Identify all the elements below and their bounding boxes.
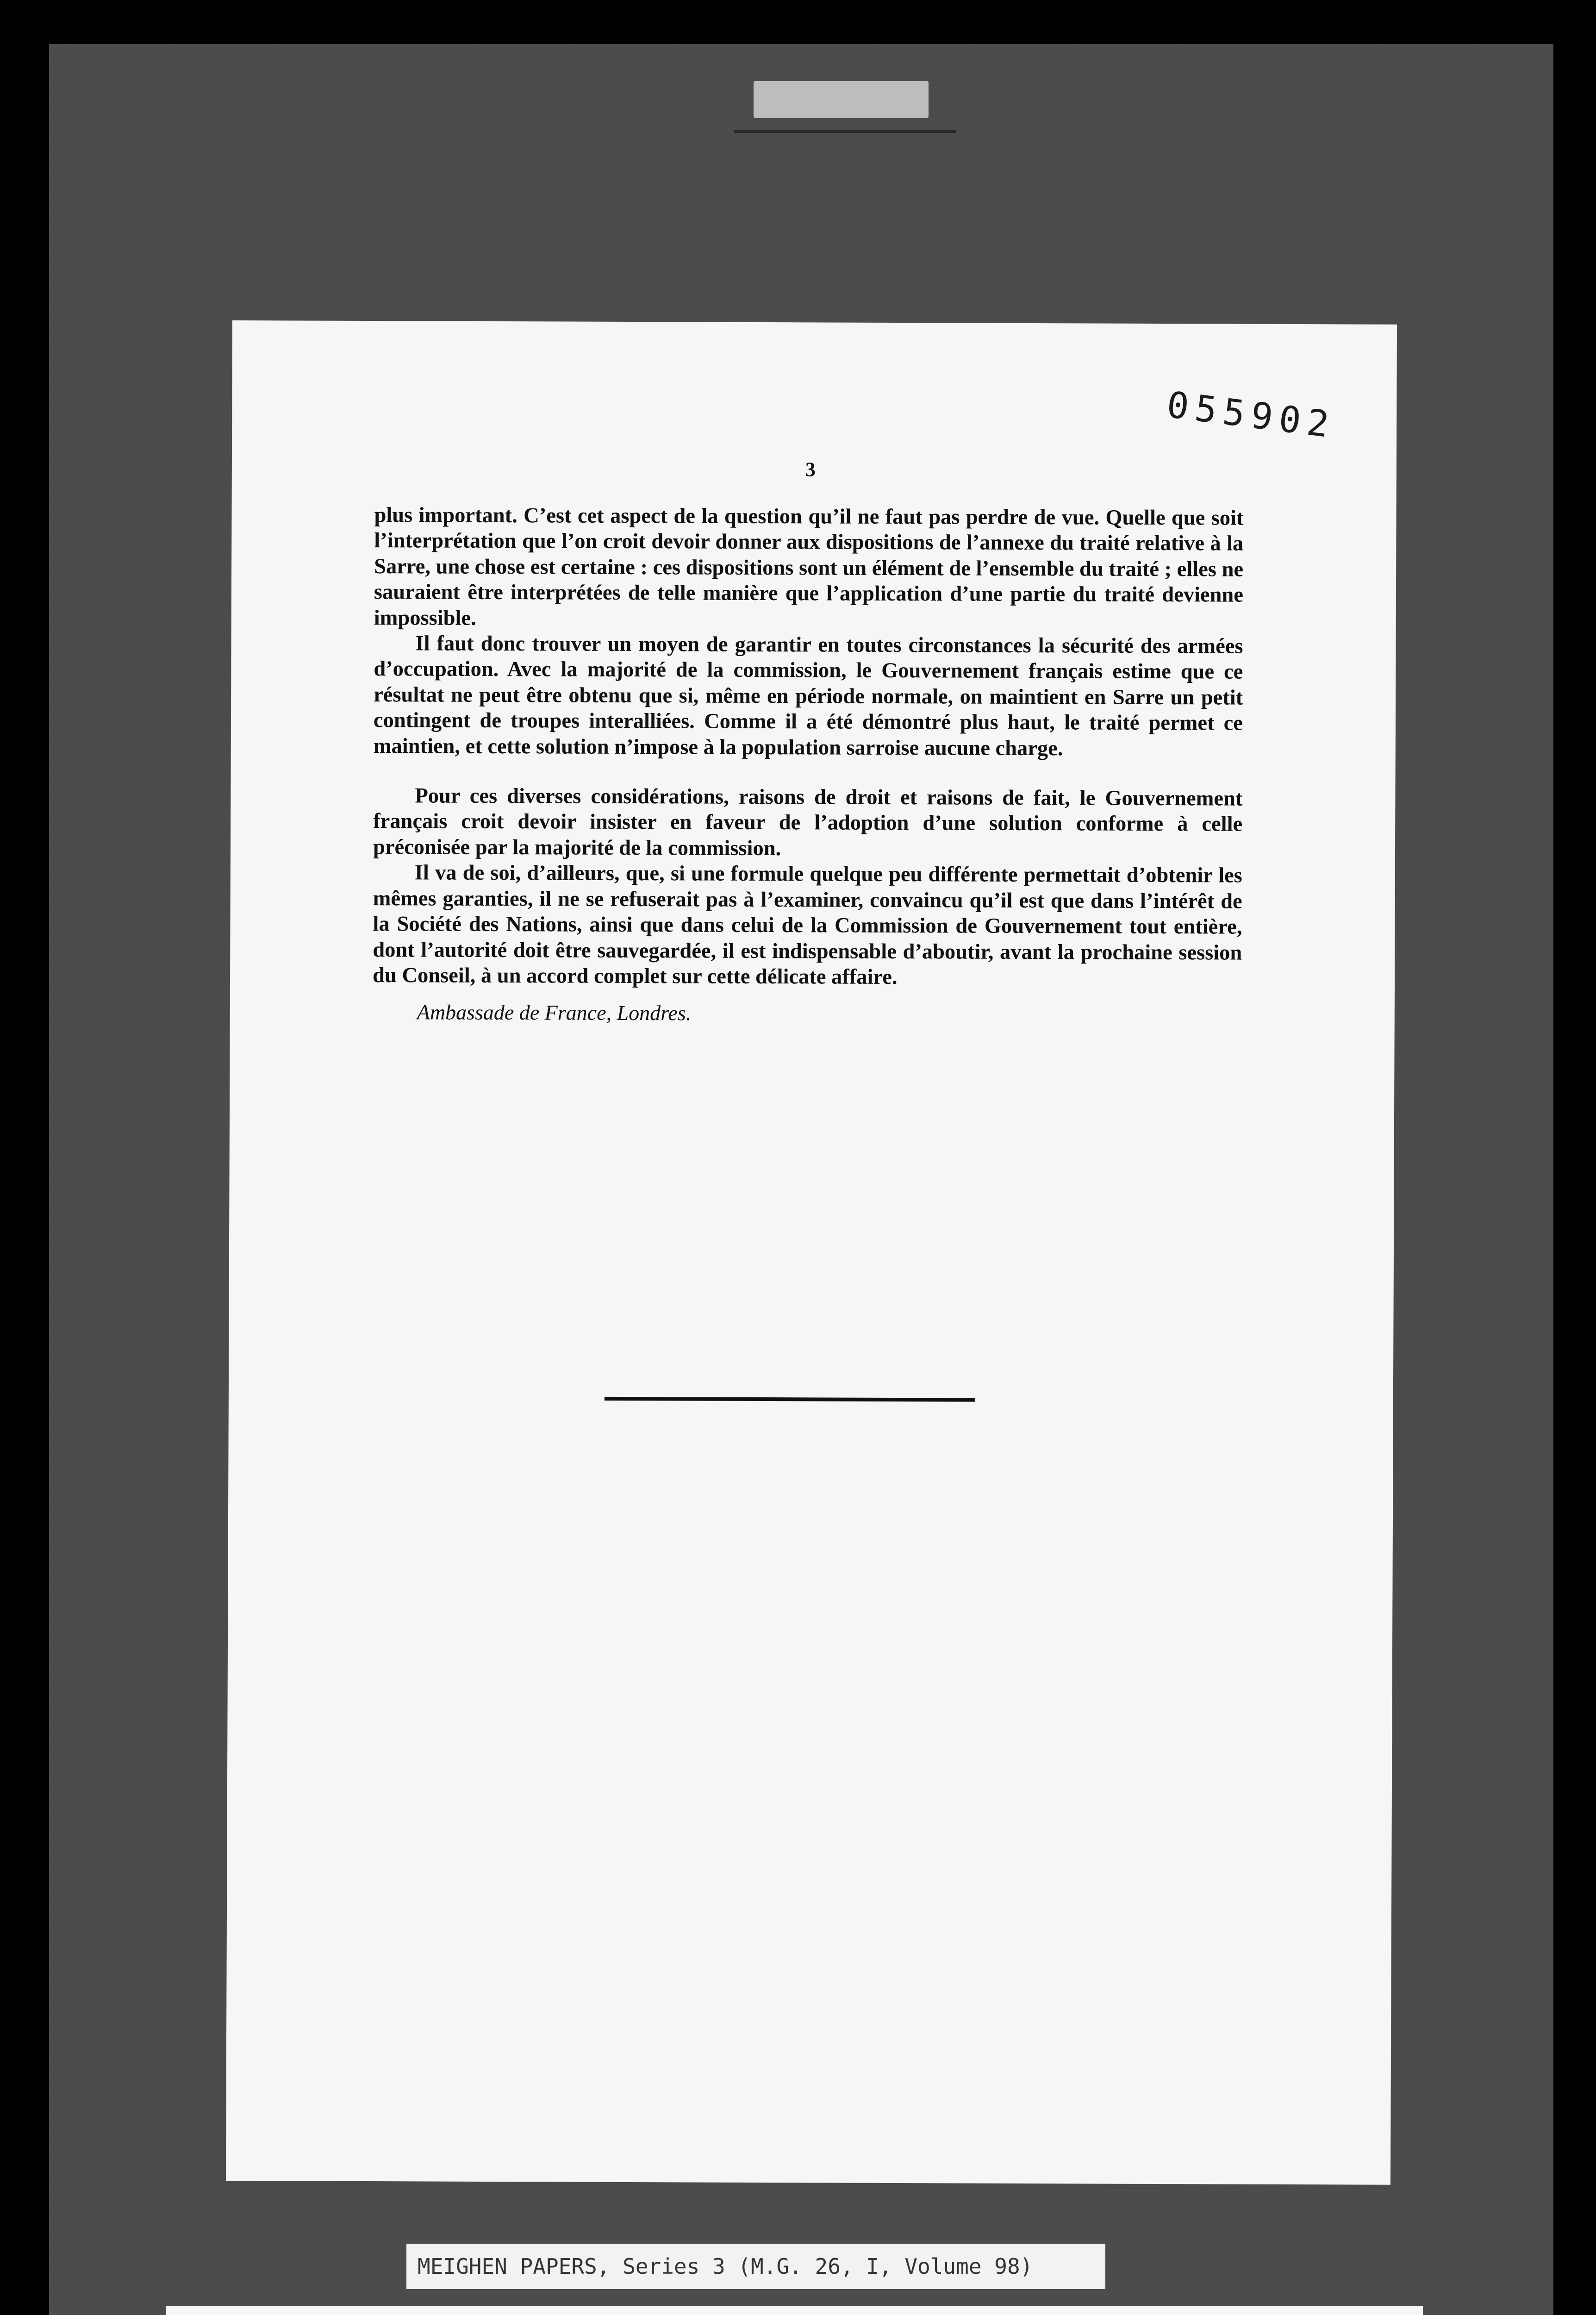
- closing-rule: [605, 1397, 975, 1402]
- board-clip-shadow: [734, 130, 956, 133]
- paragraph-2: Il faut donc trouver un moyen de garantir en toutes circonstances la sécurité des armées d’occupation. Avec la majorité de la commission, le Gouvernement français estime que ce résultat ne peut être obtenu que si, même en période normale, on maintient en Sarre un petit contingent de troupes interalliées. Comme il a été démontré plus haut, le traité permet ce maintien, et cette solution n’impose à la population sarroise aucune charge.: [373, 632, 1243, 760]
- archive-reference-label: MEIGHEN PAPERS, Series 3 (M.G. 26, I, Volume 98): [406, 2244, 1105, 2289]
- paragraph-3: Pour ces diverses considérations, raisons de droit et raisons de fait, le Gouvernement français croit devoir insister en faveur de l’adoption d’une solution conforme à celle préconisée par la majorité de la commission.: [373, 784, 1243, 861]
- page-number: 3: [805, 458, 816, 481]
- signoff: Ambassade de France, Londres.: [417, 1000, 692, 1025]
- board-clip: [754, 81, 929, 118]
- paragraph-1: plus important. C’est cet aspect de la question qu’il ne faut pas perdre de vue. Quelle que soit l’interprétation que l’on croit devoir donner aux dispositions de l’annexe du traité relative à la Sarre, une chose est certaine : ces dispositions sont un élément de l’ensemble du traité ; elles ne sauraient être interprétées de telle manière que l’application d’une partie du traité devienne impossible.: [374, 503, 1244, 630]
- document-page: [226, 320, 1397, 2185]
- body-text: [373, 502, 1244, 991]
- folio-stamp-number: 055902: [1164, 384, 1338, 447]
- archive-card: [166, 2306, 1423, 2315]
- paragraph-4: Il va de soi, d’ailleurs, que, si une formule quelque peu différente permettait d’obtenir les mêmes garanties, il ne se refuserait pas à l’examiner, convaincu qu’il est que dans l’intérêt de la Société des Nations, ainsi que dans celui de la Commission de Gouvernement tout entière, dont l’autorité doit être sauvegardée, il est indispensable d’aboutir, avant la prochaine session du Conseil, à un accord complet sur cette délicate affaire.: [372, 861, 1242, 989]
